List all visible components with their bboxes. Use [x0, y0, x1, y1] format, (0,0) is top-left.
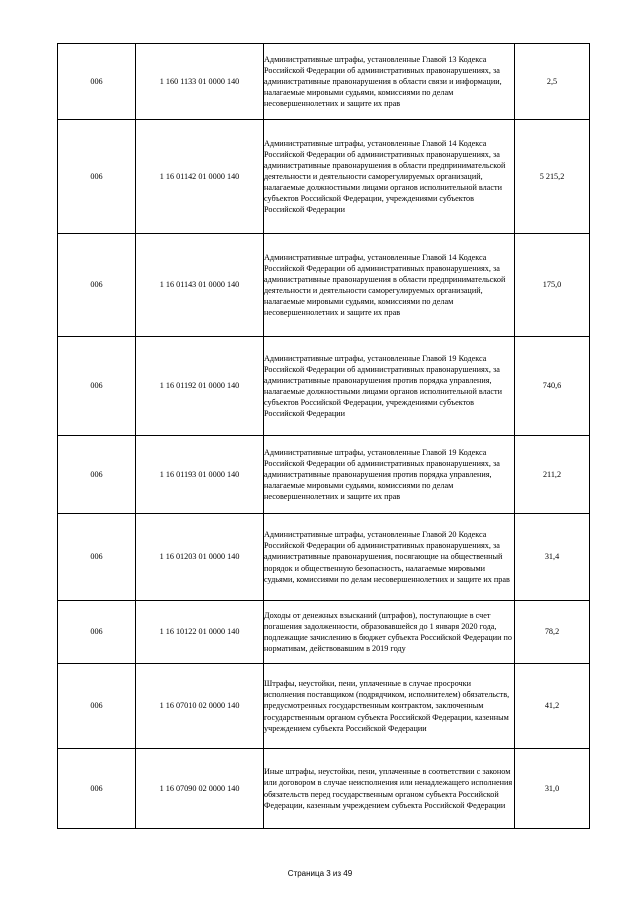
- amount-cell: 31,0: [515, 749, 590, 829]
- revenue-name-cell: Административные штрафы, установленные Главой 19 Кодекса Российской Федерации об административных правонарушениях, за административные правонарушения против порядка управления, налагаемые мировыми судьями, комиссиями по делам несовершеннолетних и защите их прав: [264, 436, 515, 514]
- amount-cell: 31,4: [515, 514, 590, 601]
- admin-code-cell: 006: [58, 749, 136, 829]
- table-row: [58, 514, 590, 601]
- revenue-code-cell: 1 16 01192 01 0000 140: [136, 337, 264, 436]
- revenue-name-cell: Штрафы, неустойки, пени, уплаченные в случае просрочки исполнения поставщиком (подрядчиком, исполнителем) обязательств, предусмотренных государственным контрактом, заключенным государственным органом субъекта Российской Федерации, казенным учреждением субъекта Российской Федерации: [264, 664, 515, 749]
- table-row: [58, 436, 590, 514]
- table-row: [58, 664, 590, 749]
- admin-code-cell: 006: [58, 120, 136, 234]
- revenue-code-cell: 1 16 01193 01 0000 140: [136, 436, 264, 514]
- table-row: [58, 749, 590, 829]
- revenue-code-cell: 1 16 01203 01 0000 140: [136, 514, 264, 601]
- revenue-table: [57, 43, 590, 829]
- revenue-name-cell: Административные штрафы, установленные Главой 13 Кодекса Российской Федерации об административных правонарушениях, за административные правонарушения в области связи и информации, налагаемые мировыми судьями, комиссиями по делам несовершеннолетних и защите их прав: [264, 44, 515, 120]
- table-row: [58, 44, 590, 120]
- amount-cell: 41,2: [515, 664, 590, 749]
- revenue-name-cell: Административные штрафы, установленные Главой 14 Кодекса Российской Федерации об административных правонарушениях, за административные правонарушения в области предпринимательской деятельности и деятельности саморегулируемых организаций, налагаемые мировыми судьями, комиссиями по делам несовершеннолетних и защите их прав: [264, 234, 515, 337]
- table-row: [58, 337, 590, 436]
- revenue-name-cell: Иные штрафы, неустойки, пени, уплаченные в соответствии с законом или договором в случае неисполнения или ненадлежащего исполнения обязательств перед государственным органом субъекта Российской Федерации, казенным учреждением субъекта Российской Федерации: [264, 749, 515, 829]
- revenue-code-cell: 1 16 10122 01 0000 140: [136, 601, 264, 664]
- admin-code-cell: 006: [58, 601, 136, 664]
- revenue-name-cell: Доходы от денежных взысканий (штрафов), поступающие в счет погашения задолженности, образовавшейся до 1 января 2020 года, подлежащие зачислению в бюджет субъекта Российской Федерации по нормативам, действовавшим в 2019 году: [264, 601, 515, 664]
- admin-code-cell: 006: [58, 234, 136, 337]
- revenue-name-cell: Административные штрафы, установленные Главой 19 Кодекса Российской Федерации об административных правонарушениях, за административные правонарушения против порядка управления, налагаемые должностными лицами органов исполнительной власти субъектов Российской Федерации, учреждениями субъектов Российской Федерации: [264, 337, 515, 436]
- table-row: [58, 234, 590, 337]
- revenue-code-cell: 1 16 07090 02 0000 140: [136, 749, 264, 829]
- revenue-name-cell: Административные штрафы, установленные Главой 14 Кодекса Российской Федерации об административных правонарушениях, за административные правонарушения в области предпринимательской деятельности и деятельности саморегулируемых организаций, налагаемые должностными лицами органов исполнительной власти субъектов Российской Федерации, учреждениями субъектов Российской Федерации: [264, 120, 515, 234]
- amount-cell: 211,2: [515, 436, 590, 514]
- table-row: [58, 601, 590, 664]
- admin-code-cell: 006: [58, 44, 136, 120]
- admin-code-cell: 006: [58, 436, 136, 514]
- revenue-code-cell: 1 16 01143 01 0000 140: [136, 234, 264, 337]
- amount-cell: 740,6: [515, 337, 590, 436]
- revenue-name-cell: Административные штрафы, установленные Главой 20 Кодекса Российской Федерации об административных правонарушениях, за административные правонарушения, посягающие на общественный порядок и общественную безопасность, налагаемые мировыми судьями, комиссиями по делам несовершеннолетних и защите их прав: [264, 514, 515, 601]
- admin-code-cell: 006: [58, 664, 136, 749]
- page-number: Страница 3 из 49: [287, 869, 353, 878]
- revenue-code-cell: 1 16 07010 02 0000 140: [136, 664, 264, 749]
- amount-cell: 78,2: [515, 601, 590, 664]
- amount-cell: 175,0: [515, 234, 590, 337]
- revenue-code-cell: 1 160 1133 01 0000 140: [136, 44, 264, 120]
- table-row: [58, 120, 590, 234]
- revenue-code-cell: 1 16 01142 01 0000 140: [136, 120, 264, 234]
- admin-code-cell: 006: [58, 514, 136, 601]
- amount-cell: 5 215,2: [515, 120, 590, 234]
- revenue-table-body: [58, 44, 590, 829]
- amount-cell: 2,5: [515, 44, 590, 120]
- admin-code-cell: 006: [58, 337, 136, 436]
